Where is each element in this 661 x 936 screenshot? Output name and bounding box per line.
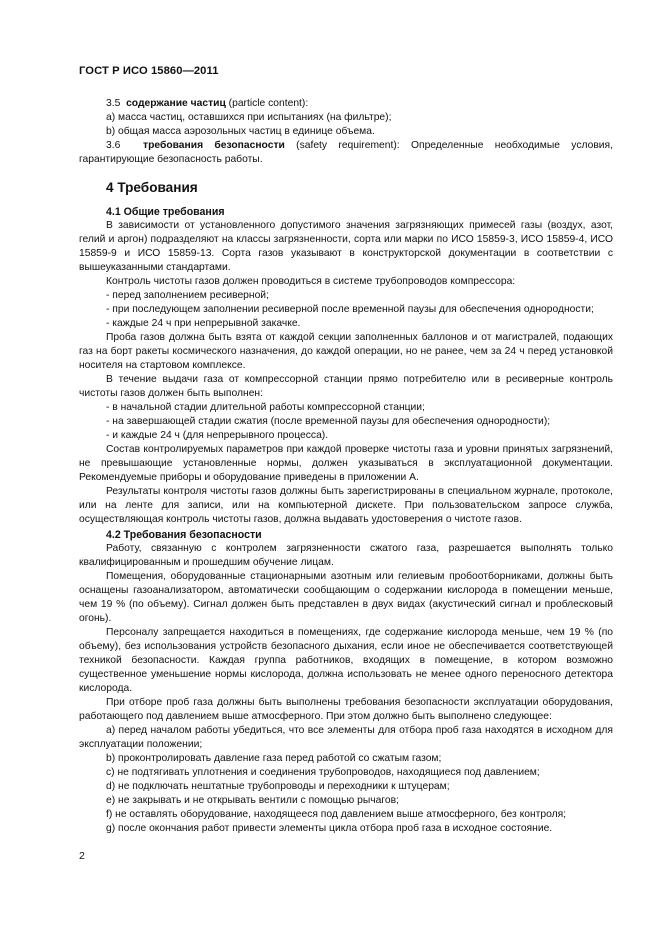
paragraph: В течение выдачи газа от компрессорной станции прямо потребителю или в ресиверные контроль чистоты газов должен быть выполнен: bbox=[79, 374, 613, 399]
list-item: d) не подключать нештатные трубопроводы и переходники к штуцерам; bbox=[106, 781, 450, 792]
subsection-heading: 4.2 Требования безопасности bbox=[106, 529, 262, 541]
subsection-heading: 4.1 Общие требования bbox=[106, 206, 225, 218]
list-item: - при последующем заполнении ресиверной после временной паузы для обеспечения однородности; bbox=[106, 304, 594, 315]
paragraph: Контроль чистоты газов должен проводиться в системе трубопроводов компрессора: bbox=[106, 276, 516, 287]
list-item: - перед заполнением ресиверной; bbox=[106, 290, 269, 301]
page-number: 2 bbox=[79, 850, 85, 862]
paragraph: В зависимости от установленного допустимого значения загрязняющих примесей газы (воздух, азот, гелий и аргон) подразделяют на классы загрязненности, сорта или марки по ИСО 15859-3, ИСО 15859-4, ИСО 15859-9 и ИСО 15859-13. Сорта газов указывают в конструкторской документации в соответствии с вышеуказанными стандартами. bbox=[79, 220, 613, 273]
list-item: b) проконтролировать давление газа перед работой со сжатым газом; bbox=[106, 753, 442, 764]
list-item: c) не подтягивать уплотнения и соединения трубопроводов, находящиеся под давлением; bbox=[106, 767, 540, 778]
paragraph: Проба газов должна быть взята от каждой секции заполненных баллонов и от магистралей, подающих газ на борт ракеты космического назначения, до каждой операции, но не ранее, чем за 24 ч перед установкой носителя на стартовом комплексе. bbox=[79, 332, 613, 371]
page-content bbox=[79, 97, 613, 836]
definition-3-6 bbox=[79, 139, 613, 167]
paragraph: При отборе проб газа должны быть выполнены требования безопасности эксплуатации оборудования, работающего под давлением выше атмосферного. При этом должно быть выполнено следующее: bbox=[79, 697, 613, 722]
definition-number: 3.6 bbox=[106, 140, 121, 151]
definition-term: содержание частиц bbox=[126, 98, 226, 109]
list-item: e) не закрывать и не открывать вентили с помощью рычагов; bbox=[106, 795, 399, 806]
definition-number: 3.5 bbox=[106, 98, 121, 109]
definition-term: требования безопасности bbox=[143, 140, 285, 151]
list-item: f) не оставлять оборудование, находящееся под давлением выше атмосферного, без контроля; bbox=[106, 809, 567, 820]
list-item: b) общая масса аэрозольных частиц в единице объема. bbox=[106, 126, 375, 137]
definition-3-5 bbox=[79, 97, 613, 111]
paragraph: Работу, связанную с контролем загрязненности сжатого газа, разрешается выполнять только квалифицированным и прошедшим обучение лицам. bbox=[79, 543, 613, 568]
paragraph: Помещения, оборудованные стационарными азотным или гелиевым пробоотборниками, должны быть оснащены газоанализатором, автоматически сообщающим о содержании кислорода в помещении меньше, чем 19 % (по объему). Сигнал должен быть представлен в двух видах (акустический сигнал и проблесковый огонь). bbox=[79, 571, 613, 624]
document-header: ГОСТ Р ИСО 15860—2011 bbox=[79, 65, 219, 77]
list-item: a) масса частиц, оставшихся при испытаниях (на фильтре); bbox=[106, 112, 392, 123]
paragraph: Состав контролируемых параметров при каждой проверке чистоты газа и уровни принятых загрязнений, не превышающие установленные нормы, должен указываться в эксплуатационной документации. Рекомендуемые приборы и оборудование приведены в приложении А. bbox=[79, 444, 613, 483]
definition-text: (particle content): bbox=[225, 98, 309, 109]
paragraph: Персоналу запрещается находиться в помещениях, где содержание кислорода меньше, чем 19 % (по объему), без использования устройств безопасного дыхания, если иное не обеспечивается соответствующей техникой безопасности. Каждая группа работников, входящих в помещение, в котором возможно существенное уменьшение нормы кислорода, должна использовать не менее одного переносного детектора кислорода. bbox=[79, 627, 613, 694]
paragraph: Результаты контроля чистоты газов должны быть зарегистрированы в специальном журнале, протоколе, или на ленте для записи, или на компьютерной дискете. При пользовательском запросе служба, осуществляющая контроль чистоты газов, должна выдавать удостоверения о чистоте газов. bbox=[79, 486, 613, 525]
list-item: - в начальной стадии длительной работы компрессорной станции; bbox=[106, 402, 425, 413]
list-item: g) после окончания работ привести элементы цикла отбора проб газа в исходное состояние. bbox=[106, 823, 553, 834]
list-item: a) перед началом работы убедиться, что все элементы для отбора проб газа находятся в исходном для эксплуатации положении; bbox=[79, 725, 613, 750]
definition-text: (safety requirement): Определенные необходимые условия, гарантирующие безопасность работы. bbox=[79, 140, 613, 165]
list-item: - на завершающей стадии сжатия (после временной паузы для обеспечения однородности); bbox=[106, 416, 551, 427]
list-item: - и каждые 24 ч (для непрерывного процесса). bbox=[106, 430, 329, 441]
list-item: - каждые 24 ч при непрерывной закачке. bbox=[106, 318, 301, 329]
section-heading: 4 Требования bbox=[106, 180, 198, 195]
